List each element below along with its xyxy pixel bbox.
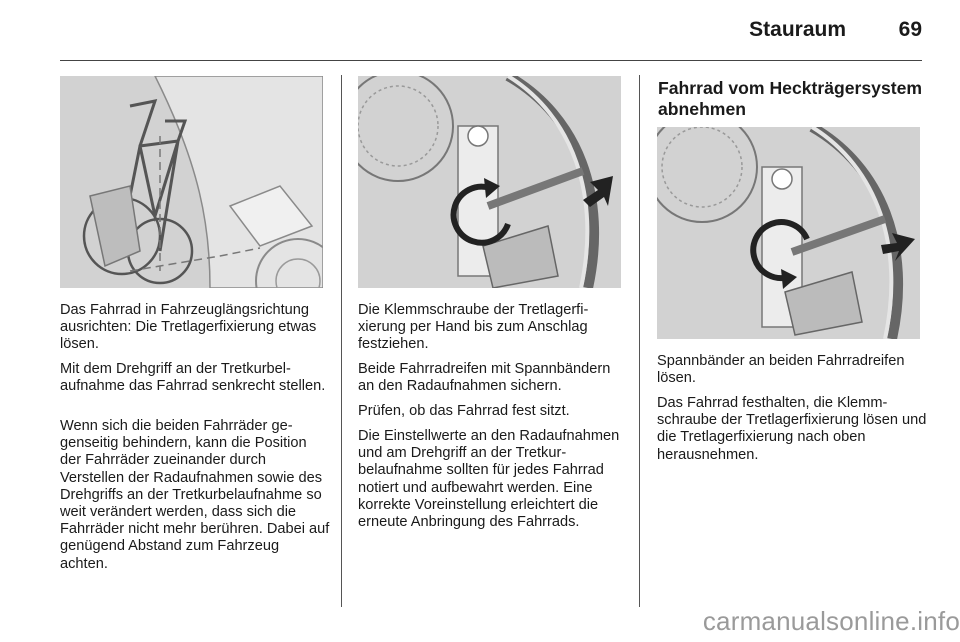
bike-on-carrier-drawing: [60, 76, 323, 288]
paragraph-release-straps: Spannbänder an beiden Fahrradreifen lösen.: [657, 353, 905, 387]
page-title: Stauraum: [749, 18, 846, 41]
column-divider-right: [639, 75, 640, 607]
crank-clamp-tighten-illustration: [358, 76, 621, 288]
watermark: carmanualsonline.info: [702, 606, 960, 636]
page-number: 69: [898, 18, 922, 41]
column-divider-left: [341, 75, 342, 607]
crank-clamp-tighten-drawing: [358, 76, 621, 288]
paragraph-remove-fixation: Das Fahrrad festhalten, die Klemmschraube der Tretlagerfixierung lösen und die Tretlagerfixierung nach oben herausnehmen.: [657, 395, 927, 463]
paragraph-upright-bike: Mit dem Drehgriff an der Tretkurbelaufnahme das Fahrrad senkrecht stellen.: [60, 361, 326, 395]
crank-clamp-loosen-drawing: [657, 127, 920, 339]
paragraph-two-bikes: Wenn sich die beiden Fahrräder gegenseitig behindern, kann die Position der Fahrräder zueinander durch Verstellen der Radaufnahmen sowie des Drehgriffs an der Tretkurbelaufnahme so weit verändert werden, dass sich die Fahrräder nicht mehr berühren. Dabei auf genügend Abstand zum Fahrzeug achten.: [60, 418, 330, 572]
paragraph-check-seating: Prüfen, ob das Fahrrad fest sitzt.: [358, 403, 570, 419]
paragraph-align-bike: Das Fahrrad in Fahrzeuglängsrichtung ausrichten: Die Tretlagerfixierung etwas lösen.: [60, 302, 317, 353]
crank-clamp-loosen-illustration: [657, 127, 920, 339]
bike-on-carrier-illustration: [60, 76, 323, 288]
header-rule: [60, 60, 922, 61]
paragraph-secure-tyres: Beide Fahrradreifen mit Spannbändern an den Radaufnahmen sichern.: [358, 361, 611, 395]
section-heading-remove-bike: Fahrrad vom Heckträgersystem abnehmen: [658, 78, 923, 119]
paragraph-tighten-screw: Die Klemmschraube der Tretlagerfixierung per Hand bis zum Anschlag festziehen.: [358, 302, 589, 353]
paragraph-note-settings: Die Einstellwerte an den Radaufnahmen und am Drehgriff an der Tretkurbelaufnahme sollten für jedes Fahrrad notiert und aufbewahrt werden. Eine korrekte Voreinstellung erleichtert die erneute Anbringung des Fahrrads.: [358, 428, 620, 531]
